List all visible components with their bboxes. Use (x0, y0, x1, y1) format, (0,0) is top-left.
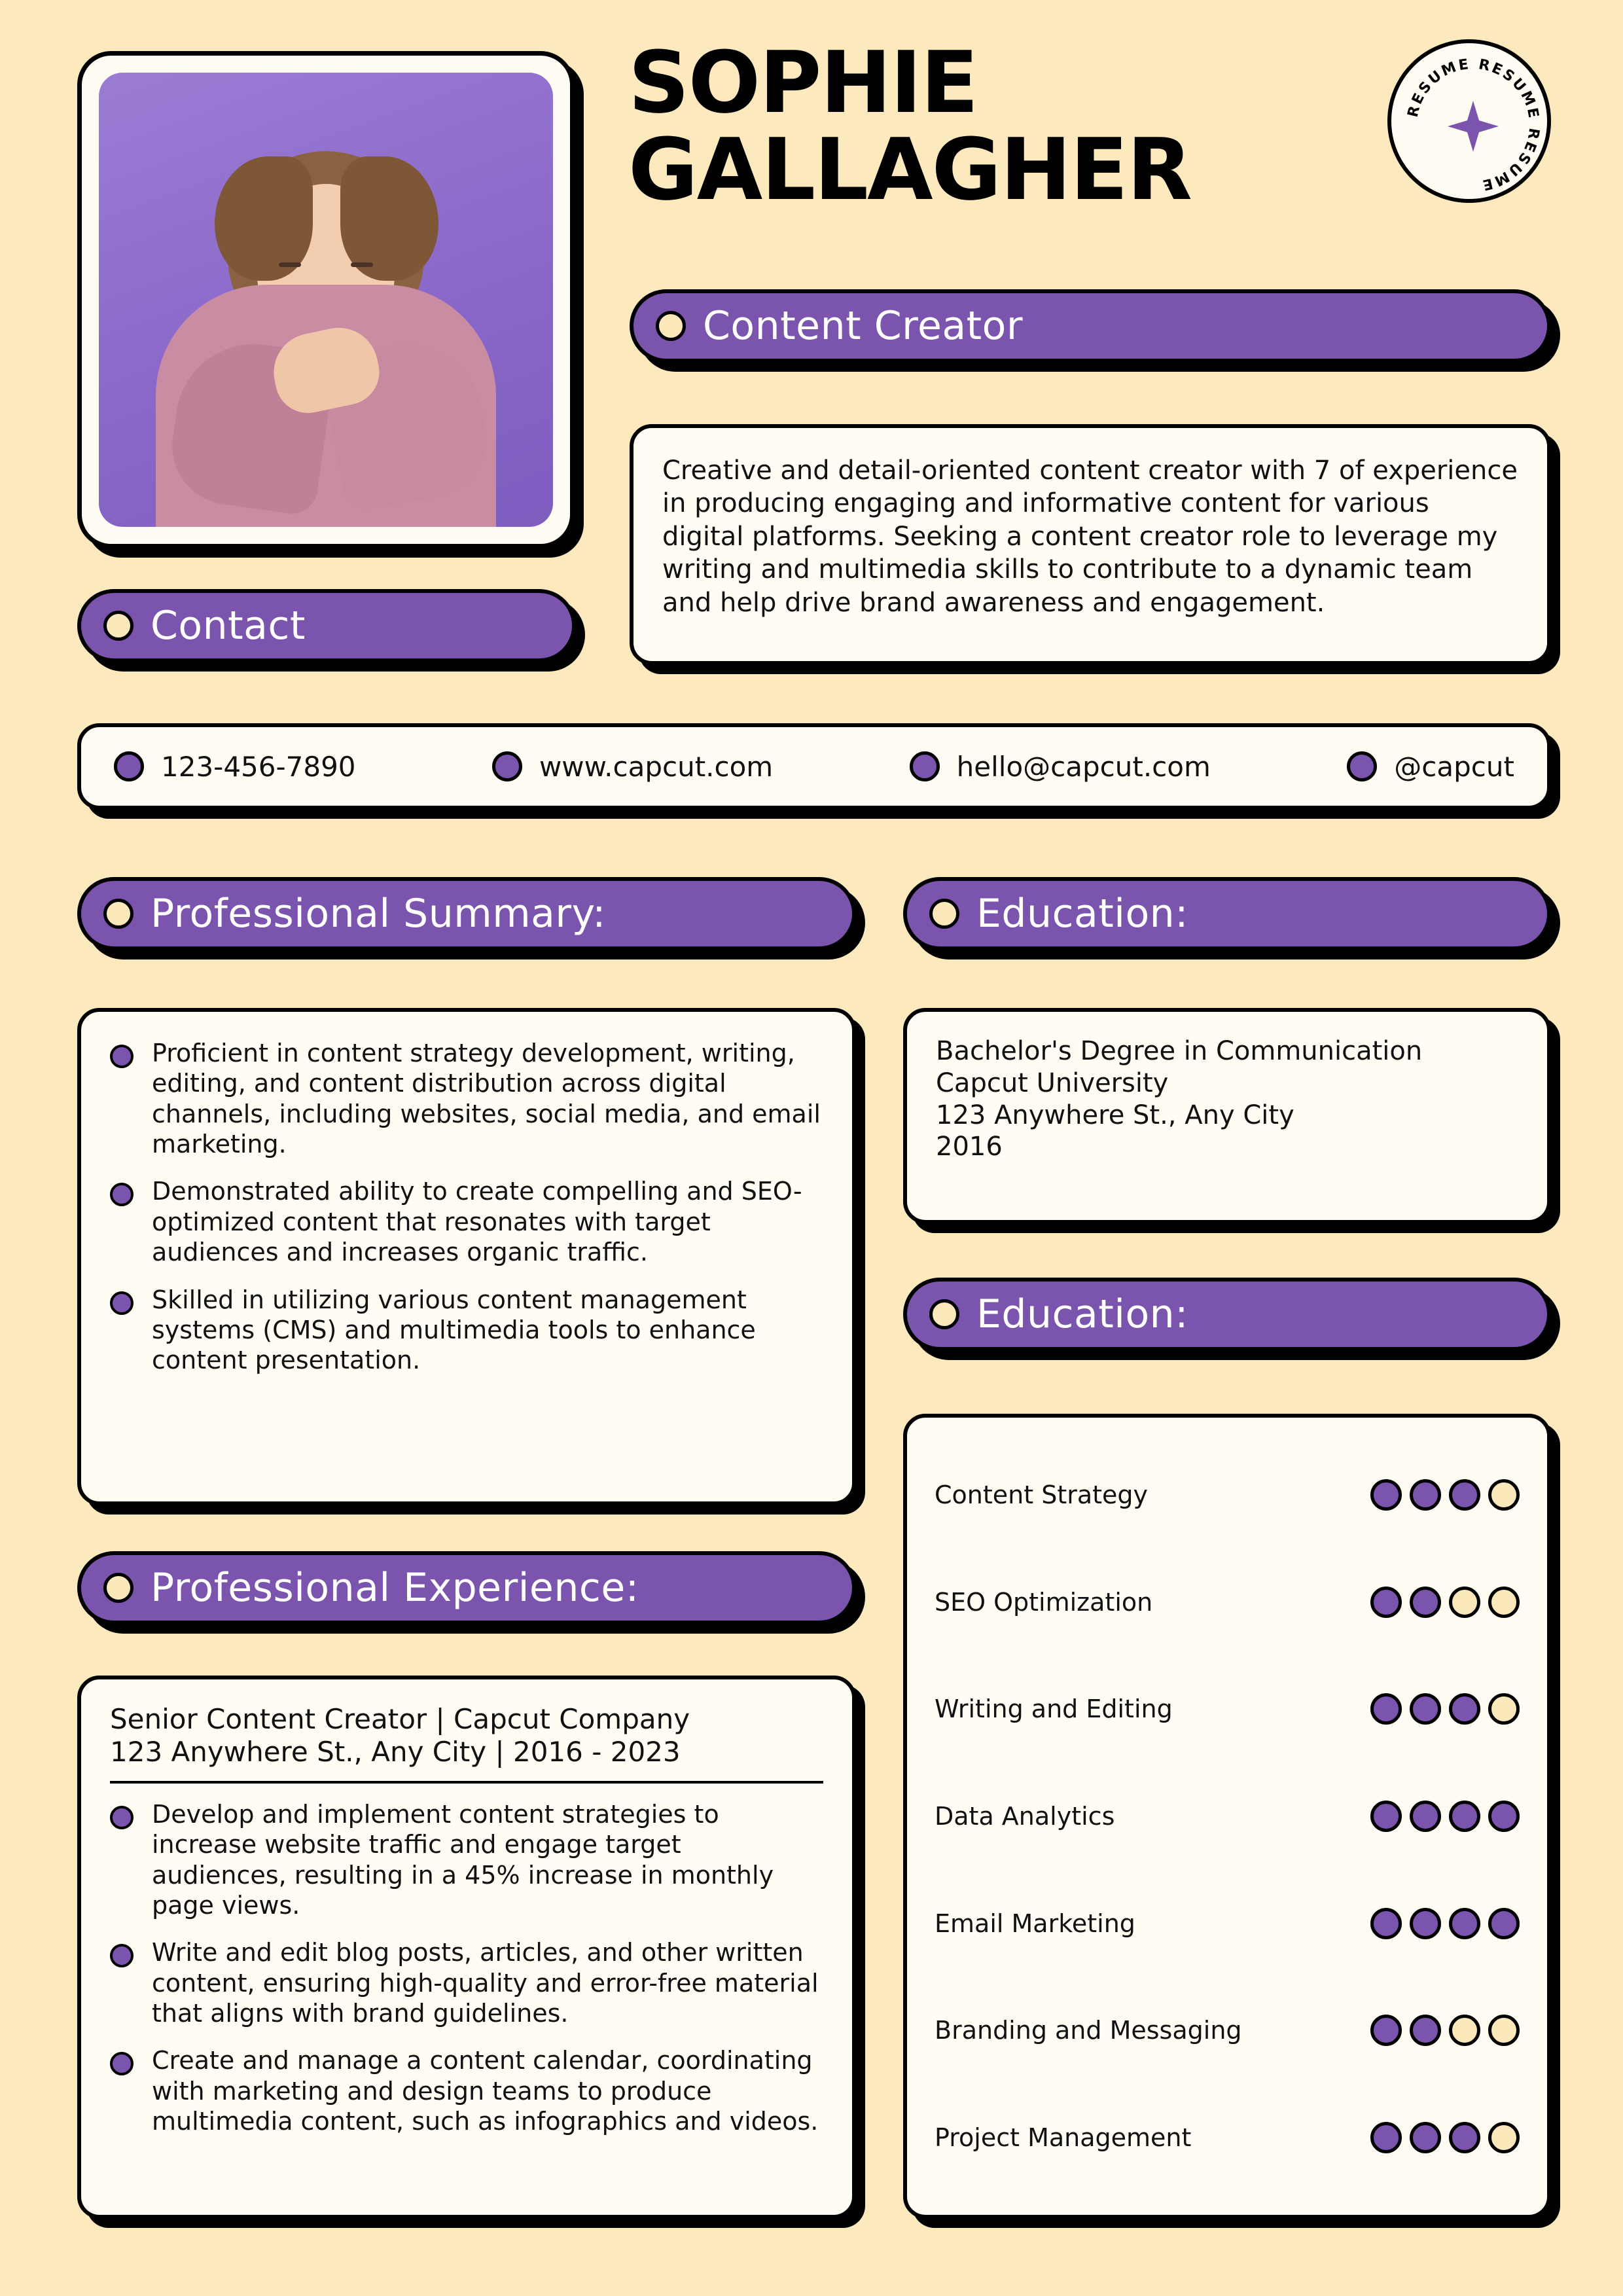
skill-pip (1370, 2122, 1402, 2153)
contact-phone-text: 123-456-7890 (161, 750, 356, 783)
skill-rating (1370, 1801, 1520, 1832)
skill-row (935, 1908, 1520, 1939)
list-item (110, 1038, 823, 1159)
list-item (110, 2045, 823, 2136)
resume-stamp-badge (1387, 39, 1551, 203)
experience-list (110, 1799, 823, 2137)
job-title: Senior Content Creator | Capcut Company (110, 1703, 690, 1735)
about-card (630, 424, 1551, 665)
contact-title: Contact (151, 603, 306, 649)
education-section-header (903, 877, 1551, 950)
job-meta: 123 Anywhere St., Any City | 2016 - 2023 (110, 1736, 681, 1768)
education-year: 2016 (936, 1132, 1003, 1162)
skill-pip (1370, 1908, 1402, 1939)
skill-rating (1370, 2015, 1520, 2046)
skill-pip (1370, 1587, 1402, 1618)
skill-name: Content Strategy (935, 1480, 1149, 1509)
bullet-dot-icon (103, 899, 134, 929)
skill-pip (1410, 1908, 1441, 1939)
bullet-dot-icon (110, 1045, 134, 1068)
skills-title: Education: (976, 1291, 1188, 1337)
bullet-dot-icon (103, 611, 134, 641)
skill-pip (1410, 1587, 1441, 1618)
skill-row (935, 2122, 1520, 2153)
at-icon (1347, 751, 1377, 781)
skill-rating (1370, 2122, 1520, 2153)
bullet-dot-icon (929, 1299, 959, 1329)
mail-icon (910, 751, 940, 781)
experience-title: Professional Experience: (151, 1565, 639, 1611)
summary-title: Professional Summary: (151, 891, 606, 937)
skill-pip (1370, 2015, 1402, 2046)
divider (110, 1781, 823, 1784)
role-label: Content Creator (703, 303, 1024, 349)
about-text: Creative and detail-oriented content creator with 7 of experience in producing engaging and informative content for various digital platforms. Seeking a content creator role to leverage my writing and multimedia skills to contribute to a dynamic team and help drive brand awareness and engagement. (662, 456, 1518, 618)
skill-pip (1410, 2122, 1441, 2153)
skill-pip (1410, 1693, 1441, 1725)
contact-phone[interactable] (114, 751, 356, 783)
skill-pip (1370, 1693, 1402, 1725)
skill-rating (1370, 1479, 1520, 1511)
education-school: Capcut University (936, 1067, 1169, 1098)
list-item-text: Proficient in content strategy development, writing, editing, and content distribution across digital channels, including websites, social media, and email marketing. (152, 1039, 821, 1159)
list-item (110, 1937, 823, 2028)
list-item (110, 1176, 823, 1267)
skill-pip (1410, 2015, 1441, 2046)
skill-pip (1410, 1479, 1441, 1511)
contact-website-text: www.capcut.com (539, 750, 774, 783)
list-item (110, 1799, 823, 1920)
skill-pip (1449, 1587, 1480, 1618)
skill-rating (1370, 1693, 1520, 1725)
list-item-text: Write and edit blog posts, articles, and other written content, ensuring high-quality and error-free material that aligns with brand guidelines. (152, 1938, 819, 2028)
skill-pip (1449, 2122, 1480, 2153)
skill-name: SEO Optimization (935, 1587, 1153, 1617)
skill-row (935, 2015, 1520, 2046)
contact-card (77, 723, 1551, 810)
skill-row (935, 1479, 1520, 1511)
profile-photo (99, 73, 553, 527)
skill-pip (1449, 2015, 1480, 2046)
summary-list (110, 1038, 823, 1376)
skill-pip (1370, 1479, 1402, 1511)
skill-row (935, 1693, 1520, 1725)
skill-pip (1488, 1587, 1520, 1618)
skill-name: Writing and Editing (935, 1695, 1173, 1724)
skill-rating (1370, 1587, 1520, 1618)
list-item-text: Develop and implement content strategies to increase website traffic and engage target audiences, resulting in a 45% increase in monthly page views. (152, 1799, 774, 1920)
bullet-dot-icon (110, 1291, 134, 1315)
skill-name: Data Analytics (935, 1801, 1115, 1831)
skill-pip (1488, 1693, 1520, 1725)
experience-section-header (77, 1551, 856, 1624)
skill-pip (1370, 1801, 1402, 1832)
bullet-dot-icon (929, 899, 959, 929)
skill-row (935, 1587, 1520, 1618)
phone-icon (114, 751, 144, 781)
profile-photo-card (77, 51, 575, 548)
contact-email[interactable] (910, 751, 1211, 783)
skill-pip (1488, 1908, 1520, 1939)
skills-card (903, 1414, 1551, 2219)
globe-icon (492, 751, 522, 781)
list-item (110, 1285, 823, 1376)
list-item-text: Create and manage a content calendar, coordinating with marketing and design teams to produce multimedia content, such as infographics and videos. (152, 2046, 819, 2136)
contact-website[interactable] (492, 751, 773, 783)
bullet-dot-icon (110, 2052, 134, 2075)
skill-pip (1449, 1479, 1480, 1511)
contact-social[interactable] (1347, 751, 1514, 783)
bullet-dot-icon (110, 1944, 134, 1967)
skill-pip (1449, 1908, 1480, 1939)
skill-pip (1488, 2122, 1520, 2153)
education-title: Education: (976, 891, 1188, 937)
education-address: 123 Anywhere St., Any City (936, 1100, 1294, 1130)
contact-section-header (77, 589, 576, 662)
list-item-text: Skilled in utilizing various content management systems (CMS) and multimedia tools to enhance content presentation. (152, 1285, 756, 1375)
last-name: GALLAGHER (628, 119, 1192, 219)
skill-pip (1449, 1801, 1480, 1832)
bullet-dot-icon (110, 1806, 134, 1829)
skill-name: Project Management (935, 2123, 1192, 2153)
summary-card (77, 1008, 856, 1505)
skill-pip (1488, 1801, 1520, 1832)
bullet-dot-icon (656, 311, 686, 341)
skill-pip (1449, 1693, 1480, 1725)
experience-card (77, 1676, 856, 2219)
education-card (903, 1008, 1551, 1224)
summary-section-header (77, 877, 856, 950)
skill-pip (1410, 1801, 1441, 1832)
first-name: SOPHIE (628, 33, 978, 132)
bullet-dot-icon (110, 1183, 134, 1206)
skill-row (935, 1801, 1520, 1832)
skill-rating (1370, 1908, 1520, 1939)
role-banner (630, 289, 1551, 363)
skill-pip (1488, 1479, 1520, 1511)
skill-name: Branding and Messaging (935, 2016, 1242, 2045)
contact-social-text: @capcut (1394, 750, 1514, 783)
skill-name: Email Marketing (935, 1909, 1135, 1938)
list-item-text: Demonstrated ability to create compelling and SEO-optimized content that resonates with target audiences and increases organic traffic. (152, 1177, 802, 1267)
skills-section-header (903, 1278, 1551, 1351)
page-title (628, 33, 1361, 219)
skill-pip (1488, 2015, 1520, 2046)
svg-text:RESUME RESUME RESUME: RESUME RESUME RESUME (1404, 56, 1543, 194)
contact-email-text: hello@capcut.com (956, 750, 1211, 783)
education-degree: Bachelor's Degree in Communication (936, 1036, 1423, 1066)
bullet-dot-icon (103, 1573, 134, 1603)
